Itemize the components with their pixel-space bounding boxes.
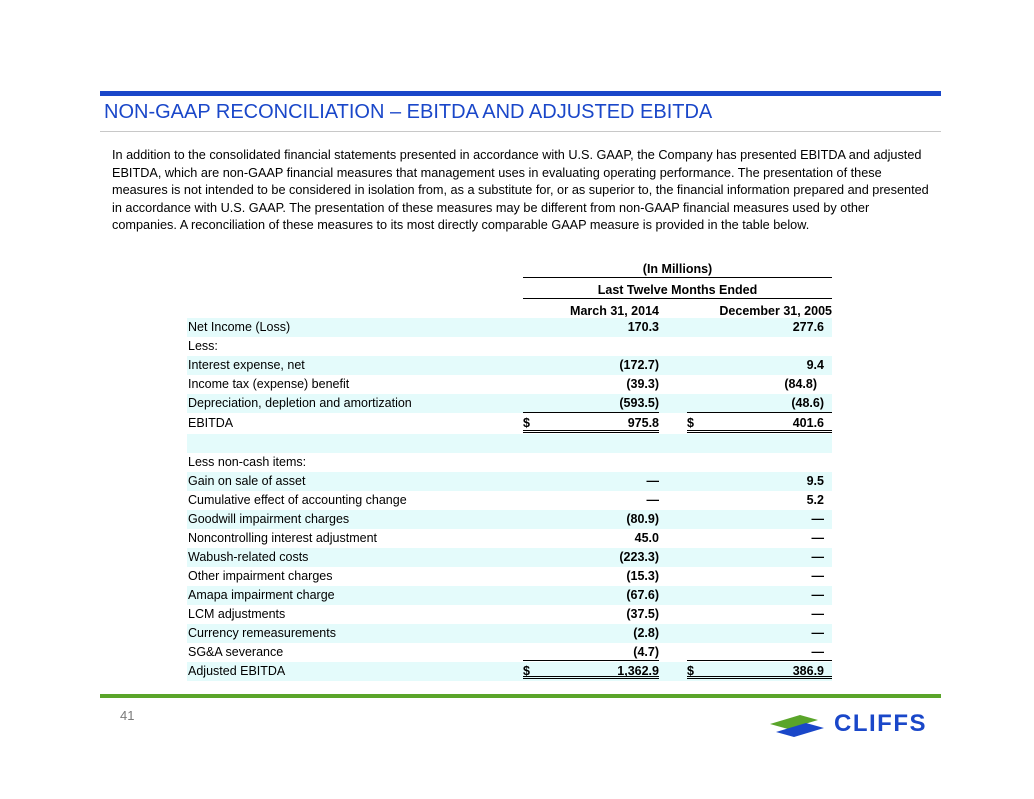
dollar-sign: $ bbox=[523, 416, 530, 430]
units-header: (In Millions) bbox=[642, 262, 713, 276]
value-2014: 170.3 bbox=[627, 320, 659, 334]
value-2014: 45.0 bbox=[634, 531, 659, 545]
table-row bbox=[187, 375, 832, 394]
value-2005: 9.4 bbox=[806, 358, 824, 372]
table-row bbox=[187, 510, 832, 529]
value-2014: (67.6) bbox=[626, 588, 659, 602]
subtotal-rule bbox=[687, 412, 832, 413]
row-label: Currency remeasurements bbox=[188, 626, 336, 640]
dollar-sign: $ bbox=[687, 664, 694, 678]
value-2005: 386.9 bbox=[792, 664, 824, 678]
row-label: Other impairment charges bbox=[188, 569, 333, 583]
total-double-rule bbox=[687, 430, 832, 433]
column-header-2005: December 31, 2005 bbox=[719, 304, 832, 318]
value-2014: (223.3) bbox=[619, 550, 659, 564]
table-row bbox=[187, 529, 832, 548]
table-row bbox=[187, 434, 832, 453]
subtotal-rule bbox=[523, 412, 659, 413]
value-2014: (4.7) bbox=[633, 645, 659, 659]
title-divider bbox=[100, 131, 941, 132]
value-2014: (593.5) bbox=[619, 396, 659, 410]
header-rule bbox=[523, 277, 832, 278]
table-row bbox=[187, 394, 832, 413]
value-2005: — bbox=[811, 512, 824, 526]
value-2005: — bbox=[811, 550, 824, 564]
logo-wordmark: CLIFFS bbox=[834, 710, 927, 737]
row-label: Amapa impairment charge bbox=[188, 588, 335, 602]
row-label: Noncontrolling interest adjustment bbox=[188, 531, 377, 545]
value-2014: — bbox=[646, 474, 659, 488]
value-2005: — bbox=[811, 531, 824, 545]
subtotal-rule bbox=[687, 660, 832, 661]
table-row bbox=[187, 624, 832, 643]
row-label: Wabush-related costs bbox=[188, 550, 309, 564]
table-row bbox=[187, 605, 832, 624]
table-row bbox=[187, 356, 832, 375]
table-row bbox=[187, 586, 832, 605]
table-row bbox=[187, 491, 832, 510]
value-2014: (37.5) bbox=[626, 607, 659, 621]
value-2014: (80.9) bbox=[626, 512, 659, 526]
period-header: Last Twelve Months Ended bbox=[597, 283, 758, 297]
value-2014: 1,362.9 bbox=[617, 664, 659, 678]
row-label: Less non-cash items: bbox=[188, 455, 307, 469]
row-label: Adjusted EBITDA bbox=[188, 664, 286, 678]
column-header-2014: March 31, 2014 bbox=[570, 304, 659, 318]
value-2005: 277.6 bbox=[792, 320, 824, 334]
value-2005: 5.2 bbox=[806, 493, 824, 507]
table-row bbox=[187, 337, 832, 356]
row-label: Goodwill impairment charges bbox=[188, 512, 350, 526]
value-2014: (172.7) bbox=[619, 358, 659, 372]
value-2014: — bbox=[646, 493, 659, 507]
value-2005: 9.5 bbox=[806, 474, 824, 488]
value-2005: 401.6 bbox=[792, 416, 824, 430]
page-number: 41 bbox=[120, 708, 135, 723]
total-double-rule bbox=[523, 430, 659, 433]
dollar-sign: $ bbox=[687, 416, 694, 430]
value-2014: (39.3) bbox=[626, 377, 659, 391]
value-2014: 975.8 bbox=[627, 416, 659, 430]
table-row bbox=[187, 548, 832, 567]
footer-accent-rule bbox=[100, 694, 941, 698]
row-label: Net Income (Loss) bbox=[188, 320, 291, 334]
row-label: LCM adjustments bbox=[188, 607, 286, 621]
value-2005: (84.8) bbox=[784, 377, 817, 391]
value-2014: (15.3) bbox=[626, 569, 659, 583]
dollar-sign: $ bbox=[523, 664, 530, 678]
value-2005: — bbox=[811, 607, 824, 621]
row-label: EBITDA bbox=[188, 416, 234, 430]
value-2005: — bbox=[811, 645, 824, 659]
total-double-rule bbox=[687, 676, 832, 679]
value-2005: — bbox=[811, 626, 824, 640]
row-label: Less: bbox=[188, 339, 218, 353]
table-row bbox=[187, 318, 832, 337]
row-label: Gain on sale of asset bbox=[188, 474, 306, 488]
subtotal-rule bbox=[523, 660, 659, 661]
header-rule bbox=[523, 298, 832, 299]
intro-paragraph: In addition to the consolidated financial statements presented in accordance with U.S. GAAP, the Company has presented EBITDA and adjusted EBITDA, which are non-GAAP financial measures that management uses in evaluating operating performance. The presentation of these measures is not intended to be considered in isolation from, as a substitute for, or as superior to, the financial information prepared and presented in accordance with U.S. GAAP. The presentation of these measures may be different from non-GAAP financial measures used by other companies. A reconciliation of these measures to its most directly comparable GAAP measure is provided in the table below. bbox=[112, 148, 929, 232]
row-label: SG&A severance bbox=[188, 645, 284, 659]
value-2005: (48.6) bbox=[791, 396, 824, 410]
value-2005: — bbox=[811, 588, 824, 602]
row-label: Depreciation, depletion and amortization bbox=[188, 396, 412, 410]
row-label: Income tax (expense) benefit bbox=[188, 377, 350, 391]
row-label: Interest expense, net bbox=[188, 358, 305, 372]
table-row bbox=[187, 472, 832, 491]
table-row bbox=[187, 453, 832, 472]
top-accent-rule bbox=[100, 91, 941, 96]
value-2014: (2.8) bbox=[633, 626, 659, 640]
row-label: Cumulative effect of accounting change bbox=[188, 493, 407, 507]
value-2005: — bbox=[811, 569, 824, 583]
total-double-rule bbox=[523, 676, 659, 679]
page-title: NON-GAAP RECONCILIATION – EBITDA AND ADJUSTED EBITDA bbox=[104, 101, 713, 123]
table-row bbox=[187, 567, 832, 586]
